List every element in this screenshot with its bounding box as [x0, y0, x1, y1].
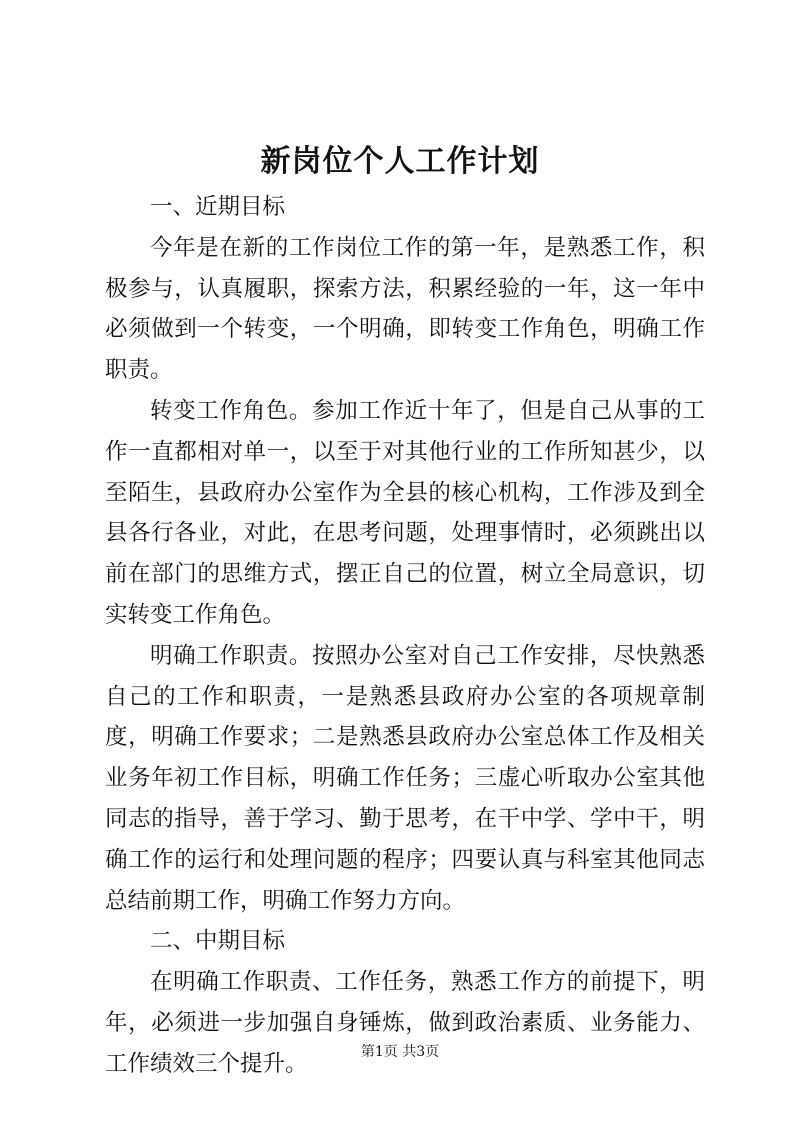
paragraph-role-change: 转变工作角色。参加工作近十年了，但是自己从事的工作一直都相对单一，以至于对其他行业的工作所知甚少，以至陌生，县政府办公室作为全县的核心机构，工作涉及到全县各行各业，对此，在思考问题，处理事情时，必须跳出以前在部门的思维方式，摆正自己的位置，树立全局意识，切实转变工作角色。: [105, 397, 705, 628]
paragraph-intro: 今年是在新的工作岗位工作的第一年，是熟悉工作，积极参与，认真履职，探索方法，积累经验的一年，这一年中必须做到一个转变，一个明确，即转变工作角色，明确工作职责。: [105, 234, 705, 384]
page-footer: 第1页 共3页: [360, 1044, 440, 1060]
section-heading-near-term: 一、近期目标: [150, 194, 286, 220]
paragraph-duties: 明确工作职责。按照办公室对自己工作安排，尽快熟悉自己的工作和职责，一是熟悉县政府办公室的各项规章制度，明确工作要求；二是熟悉县政府办公室总体工作及相关业务年初工作目标，明确工作任务；三虚心听取办公室其他同志的指导，善于学习、勤于思考，在干中学、学中干，明确工作的运行和处理问题的程序；四要认真与科室其他同志总结前期工作，明确工作努力方向。: [105, 642, 705, 914]
paragraph-mid-term: 在明确工作职责、工作任务，熟悉工作方的前提下，明年，必须进一步加强自身锤炼，做到政治素质、业务能力、工作绩效三个提升。: [105, 969, 705, 1077]
section-heading-mid-term: 二、中期目标: [150, 928, 286, 955]
document-body: [105, 187, 705, 1085]
page-title: 新岗位个人工作计划: [260, 144, 540, 179]
